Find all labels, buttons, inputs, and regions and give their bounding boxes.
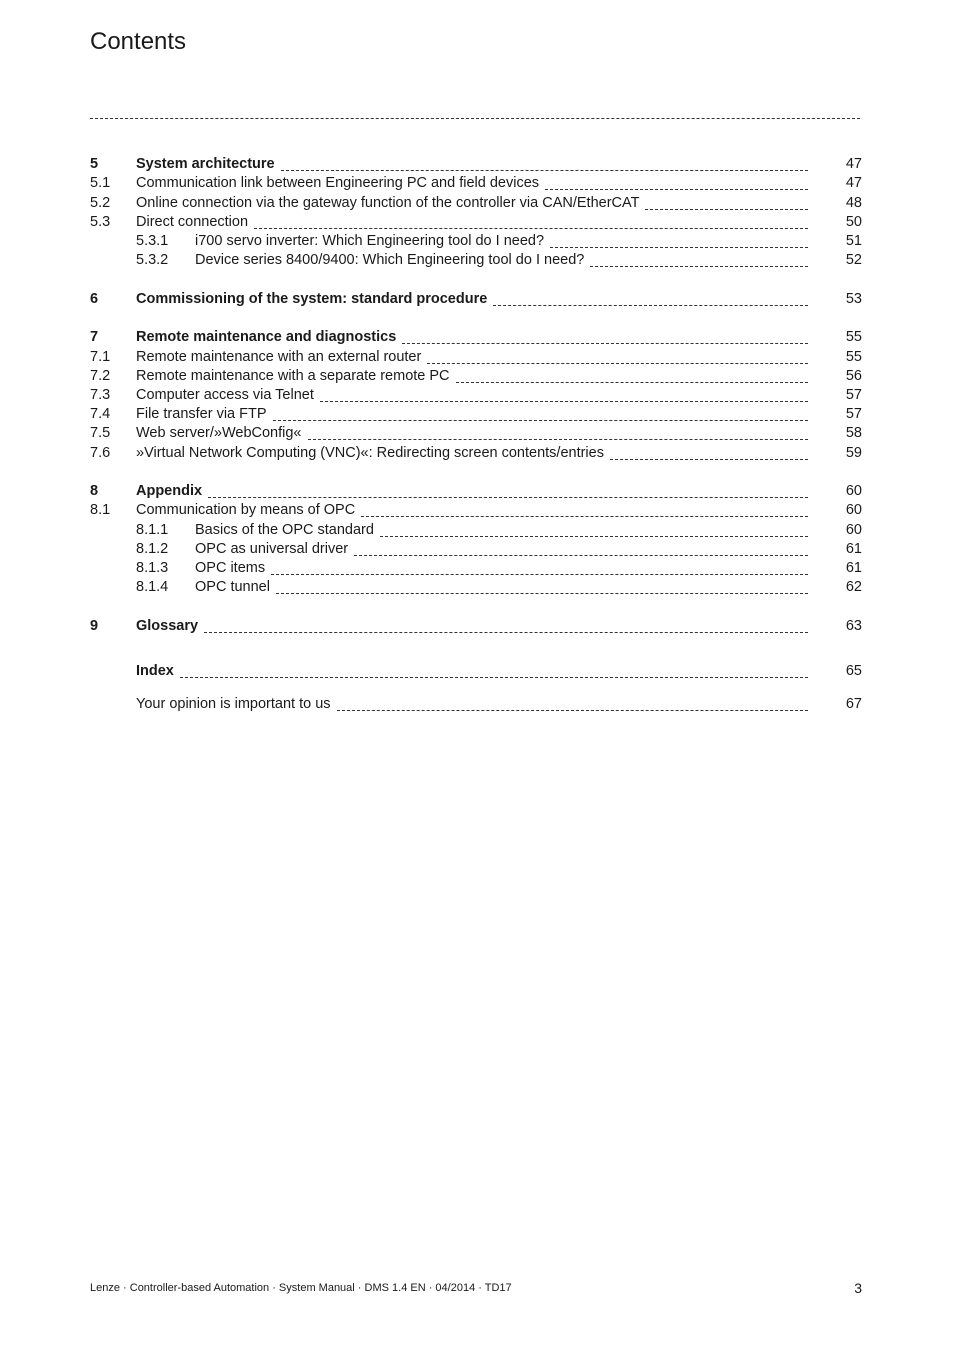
toc-entry-page: 47 [845,156,862,172]
toc-entry-page: 52 [845,252,862,268]
toc-entry-number: 7.1 [90,349,111,365]
toc-entry-number: 8 [90,483,99,499]
toc-entry-number: 5.3.1 [136,233,169,249]
toc-entry[interactable] [0,424,954,443]
toc-entry-label: Computer access via Telnet [136,387,314,403]
toc-entry-label: Appendix [136,483,203,499]
toc-entry-number: 5.3.2 [136,252,169,268]
toc-dot-leader [402,343,808,344]
toc-entry-label-wrap [136,328,808,347]
page-title: Contents [90,28,187,55]
toc-entry-label-wrap [136,695,808,714]
footer-text: Lenze · Controller-based Automation · System Manual · DMS 1.4 EN · 04/2014 · TD17 [90,1282,512,1294]
toc-entry[interactable] [0,540,954,559]
toc-entry-number: 8.1.4 [136,579,169,595]
toc-entry[interactable] [0,194,954,213]
toc-entry-label-wrap [136,662,808,681]
toc-dot-leader [354,555,808,556]
toc-entry-label-wrap [136,194,808,213]
toc-entry[interactable] [0,521,954,540]
toc-entry-number: 7.5 [90,425,111,441]
toc-entry-label-wrap [136,155,808,174]
toc-entry-page: 60 [845,522,862,538]
toc-entry[interactable] [0,290,954,309]
toc-entry-label: Commissioning of the system: standard procedure [136,291,488,307]
toc-entry-label: OPC as universal driver [195,541,349,557]
toc-entry-page: 61 [845,560,862,576]
toc-dot-leader [550,247,808,248]
toc-dot-leader [273,420,808,421]
toc-entry-label: Device series 8400/9400: Which Engineering tool do I need? [195,252,585,268]
toc-entry[interactable] [0,232,954,251]
toc-entry-number: 7.3 [90,387,111,403]
toc-entry-label-wrap [195,540,808,559]
toc-entry-page: 55 [845,349,862,365]
toc-entry-number: 7.6 [90,445,111,461]
toc-entry-label: i700 servo inverter: Which Engineering tool do I need? [195,233,545,249]
toc-entry-label-wrap [136,405,808,424]
toc-entry-page: 60 [845,502,862,518]
toc-dot-leader [545,189,808,190]
toc-entry-label: OPC items [195,560,266,576]
toc-entry-page: 58 [845,425,862,441]
toc-entry-label: Glossary [136,618,199,634]
toc-entry-label-wrap [136,348,808,367]
toc-dot-leader [320,401,808,402]
toc-entry-page: 57 [845,387,862,403]
toc-dot-leader [276,593,808,594]
toc-entry[interactable] [0,578,954,597]
toc-entry[interactable] [0,444,954,463]
toc-entry-label: Your opinion is important to us [136,696,331,712]
toc-dot-leader [361,516,808,517]
toc-dot-leader [281,170,808,171]
toc-entry-label: Basics of the OPC standard [195,522,374,538]
toc-entry[interactable] [0,695,954,714]
toc-dot-leader [271,574,808,575]
toc-entry-label: OPC tunnel [195,579,270,595]
toc-entry-label-wrap [136,367,808,386]
toc-dot-leader [380,536,808,537]
toc-entry-label: Web server/»WebConfig« [136,425,302,441]
toc-entry-label-wrap [136,444,808,463]
toc-entry-label-wrap [195,578,808,597]
toc-entry-number: 7 [90,329,99,345]
toc-entry-label: System architecture [136,156,275,172]
toc-entry-number: 8.1.2 [136,541,169,557]
toc-entry-page: 55 [845,329,862,345]
toc-entry-label-wrap [195,559,808,578]
toc-entry[interactable] [0,501,954,520]
toc-entry-number: 5 [90,156,99,172]
toc-entry[interactable] [0,155,954,174]
toc-entry-label: Communication by means of OPC [136,502,356,518]
toc-entry-label-wrap [136,213,808,232]
toc-entry-label: Communication link between Engineering PC and field devices [136,175,540,191]
toc-entry-page: 57 [845,406,862,422]
toc-entry-number: 8.1.1 [136,522,169,538]
toc-entry-page: 47 [845,175,862,191]
toc-entry-page: 48 [845,195,862,211]
toc-entry[interactable] [0,174,954,193]
toc-entry[interactable] [0,617,954,636]
toc-dot-leader [208,497,808,498]
toc-entry-label-wrap [136,424,808,443]
toc-entry-label: Index [136,663,174,679]
toc-dot-leader [645,209,808,210]
toc-entry-label-wrap [195,232,808,251]
toc-entry-page: 59 [845,445,862,461]
toc-entry[interactable] [0,213,954,232]
toc-entry-label: Direct connection [136,214,249,230]
page-number: 3 [854,1280,862,1296]
toc-entry[interactable] [0,559,954,578]
toc-entry-page: 53 [845,291,862,307]
toc-entry-label-wrap [136,482,808,501]
toc-entry-number: 6 [90,291,99,307]
toc-entry-label: Remote maintenance with a separate remote PC [136,368,450,384]
toc-dot-leader [456,382,808,383]
toc-dot-leader [254,228,808,229]
toc-entry-number: 5.2 [90,195,111,211]
toc-dot-leader [308,439,809,440]
toc-entry-page: 63 [845,618,862,634]
toc-dot-leader [610,459,808,460]
toc-dot-leader [204,632,808,633]
toc-entry-page: 50 [845,214,862,230]
toc-entry-label-wrap [195,521,808,540]
toc-entry-page: 56 [845,368,862,384]
toc-entry[interactable] [0,367,954,386]
toc-entry-number: 7.4 [90,406,111,422]
toc-dot-leader [493,305,808,306]
toc-entry-label-wrap [136,501,808,520]
toc-entry-number: 7.2 [90,368,111,384]
toc-entry-label: »Virtual Network Computing (VNC)«: Redirecting screen contents/entries [136,445,604,461]
toc-entry-label-wrap [136,290,808,309]
toc-entry-number: 5.3 [90,214,111,230]
toc-entry-label-wrap [195,251,808,270]
toc-dot-leader [337,710,808,711]
toc-entry-label: File transfer via FTP [136,406,267,422]
toc-entry-label: Remote maintenance with an external router [136,349,422,365]
toc-entry-label-wrap [136,617,808,636]
toc-entry[interactable] [0,405,954,424]
toc-entry-page: 61 [845,541,862,557]
toc-entry[interactable] [0,482,954,501]
toc-entry-page: 62 [845,579,862,595]
toc-entry-page: 60 [845,483,862,499]
toc-entry-number: 9 [90,618,99,634]
toc-entry-label: Online connection via the gateway function of the controller via CAN/EtherCAT [136,195,640,211]
toc-entry-number: 8.1 [90,502,111,518]
toc-dot-leader [180,677,808,678]
toc-dot-leader [590,266,808,267]
toc-entry-page: 67 [845,696,862,712]
toc-entry-number: 8.1.3 [136,560,169,576]
toc-entry[interactable] [0,386,954,405]
toc-dot-leader [427,363,808,364]
toc-entry-label: Remote maintenance and diagnostics [136,329,397,345]
toc-entry[interactable] [0,348,954,367]
toc-entry[interactable] [0,251,954,270]
toc-entry-number: 5.1 [90,175,111,191]
toc-entry[interactable] [0,328,954,347]
toc-entry-page: 65 [845,663,862,679]
toc-entry[interactable] [0,662,954,681]
toc-entry-label-wrap [136,386,808,405]
toc-entry-page: 51 [845,233,862,249]
toc-entry-label-wrap [136,174,808,193]
